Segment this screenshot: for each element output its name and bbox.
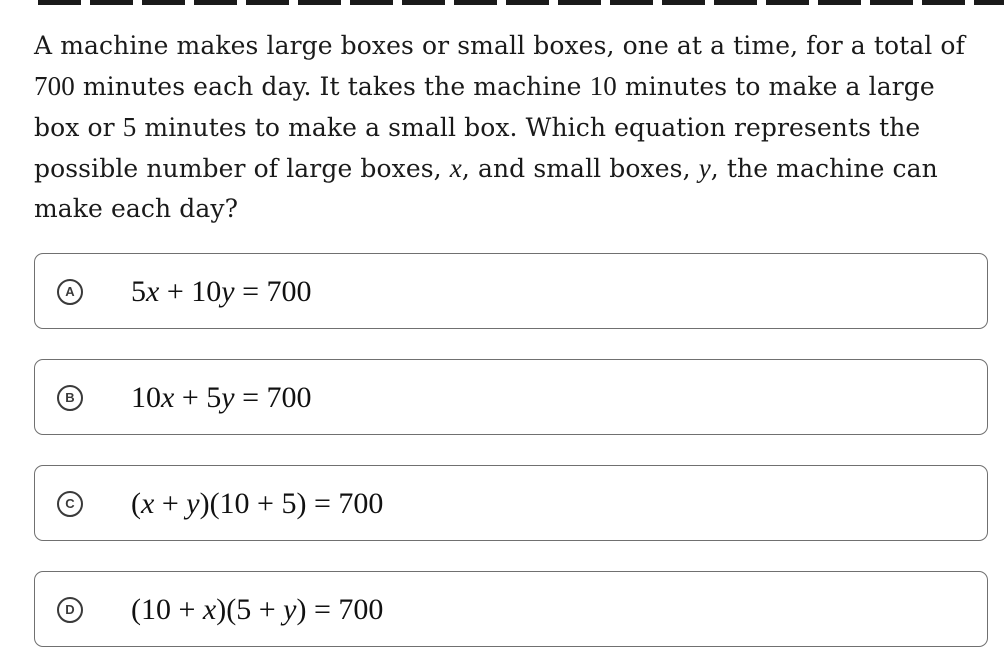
equation-term: 10	[131, 381, 161, 414]
choice-letter-b-icon: B	[57, 385, 83, 411]
equation-term: = 700	[234, 275, 312, 308]
top-dashed-divider	[38, 0, 1004, 5]
choice-letter-a-icon: A	[57, 279, 83, 305]
equation-term: (10 +	[131, 593, 203, 626]
equation-term: ) = 700	[296, 593, 384, 626]
equation-term: + 10	[159, 275, 222, 308]
equation-variable: x	[141, 487, 155, 520]
answer-choice-c[interactable]	[34, 465, 988, 541]
total-minutes-number: 700	[34, 71, 75, 101]
equation-term: )(5 +	[216, 593, 284, 626]
equation-variable: x	[161, 381, 175, 414]
small-box-minutes-number: 5	[122, 112, 137, 142]
equation-variable: x	[202, 593, 217, 626]
answer-choice-a[interactable]	[34, 253, 988, 329]
question-text: A machine makes large boxes or small boxes, one at a time, for a total of 700 minutes each day. It takes the machine 10 minutes to make a large box or 5 minutes to make a small box. Which equation represents the possible number of large boxes, x, and small boxes, y, the machine can make each day?	[34, 31, 965, 223]
choice-letter-c-icon: C	[57, 491, 83, 517]
equation-term: 5	[131, 275, 146, 308]
equation-term: (	[131, 487, 141, 520]
equation-variable: x	[146, 275, 160, 308]
equation-variable: y	[186, 487, 200, 520]
equation-variable: y	[221, 381, 235, 414]
equation-variable: y	[221, 275, 235, 308]
choice-equation	[131, 591, 383, 629]
variable-y: y	[698, 153, 711, 183]
choice-equation	[131, 485, 383, 523]
choice-letter-d-icon: D	[57, 597, 83, 623]
equation-term: +	[154, 487, 187, 520]
answer-choice-b[interactable]	[34, 359, 988, 435]
equation-term: + 5	[174, 381, 222, 414]
answer-choice-d[interactable]	[34, 571, 988, 647]
equation-term: = 700	[234, 381, 312, 414]
choice-equation	[131, 379, 312, 417]
variable-x: x	[449, 153, 462, 183]
equation-variable: y	[283, 593, 297, 626]
choice-equation	[131, 273, 312, 311]
large-box-minutes-number: 10	[589, 71, 617, 101]
equation-term: )(10 + 5) = 700	[199, 487, 384, 520]
